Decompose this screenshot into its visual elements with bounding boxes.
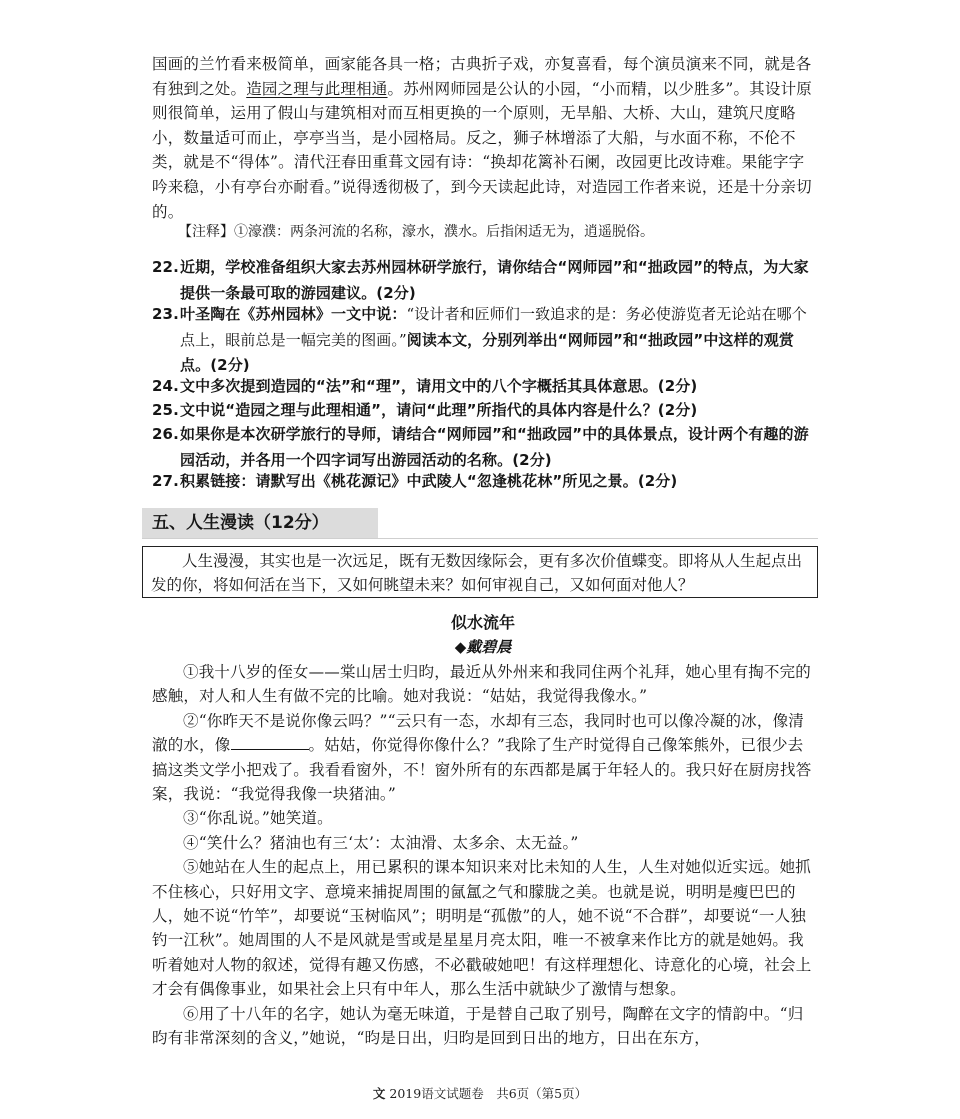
question-23 — [152, 302, 814, 379]
passage-text — [152, 52, 814, 224]
question-text: 积累链接：请默写出《桃花源记》中武陵人“忽逢桃花林”所见之景。(2分) — [180, 472, 678, 490]
question-text: 近期，学校准备组织大家去苏州园林研学旅行，请你结合“网师园”和“拙政园”的特点，为大家提供一条最可取的游园建议。(2分) — [180, 258, 809, 302]
underlined-phrase: 造园之理与此理相通 — [246, 79, 388, 98]
section-intro-box: 人生漫漫，其实也是一次远足，既有无数因缘际会，更有多次价值蝶变。即将从人生起点出发的你，将如何活在当下，又如何眺望未来？如何审视自己，又如何面对他人？ — [142, 546, 818, 598]
question-27 — [152, 469, 814, 495]
question-number: 26. — [152, 425, 179, 443]
question-number: 27. — [152, 472, 179, 490]
question-number: 24. — [152, 377, 179, 395]
question-text: 文中说“造园之理与此理相通”，请问“此理”所指代的具体内容是什么？(2分) — [180, 401, 698, 419]
passage-line-2-end: 。苏州网师园是公认的小园，“小而精，以少胜 — [387, 79, 710, 98]
question-quote: “设计者和匠师们一致追求的是：务必使游览者无论站在哪个点上，眼前总是一幅完美的图画。” — [180, 305, 807, 349]
question-number: 23. — [152, 305, 179, 323]
question-number: 25. — [152, 401, 179, 419]
paragraph-6: ⑥用了十八年的名字，她认为毫无味道，于是替自己取了别号，陶醉在文字的情韵中。“归昀有非常深刻的含义，”她说，“昀是日出，归昀是回到日出的地方，日出在东方， — [152, 1004, 804, 1048]
article-author: ◆戴碧晨 — [454, 638, 512, 656]
footer-logo-icon: 文 — [372, 1086, 386, 1101]
article-title: 似水流年 — [450, 613, 515, 632]
question-number: 22. — [152, 258, 179, 276]
passage-rest: 多”。其设计原则很简单，运用了假山与建筑相对而互相更换的一个原则，无旱船、大桥、大山，建筑尺度略小，数量适可而止，亭亭当当，是小园格局。反之，狮子林增添了大船，与水面不称，不伦不类，就是不“得体”。清代汪春田重葺文园有诗：“换却花篱补石阑，改园更比改诗难。果能字字吟来稳，小有亭台亦耐看。”说得透彻极了，到今天读起此诗，对造园工作者来说，还是十分亲切的。 — [152, 79, 812, 221]
page-footer — [0, 1084, 960, 1102]
annotation-note: 【注释】①濠濮：两条河流的名称，濠水，濮水。后指闲适无为，逍遥脱俗。 — [178, 224, 654, 240]
question-lead: 叶圣陶在《苏州园林》一文中说： — [180, 305, 407, 323]
question-26 — [152, 422, 814, 473]
fill-in-blank[interactable] — [231, 735, 309, 750]
paragraph-4: ④“笑什么？猪油也有三‘太’：太油滑、太多余、太无益。” — [183, 833, 579, 852]
paragraph-2 — [152, 709, 814, 807]
question-text: 如果你是本次研学旅行的导师，请结合“网师园”和“拙政园”中的具体景点，设计两个有趣的游园活动，并各用一个四字词写出游园活动的名称。(2分) — [180, 425, 809, 469]
paragraph-3: ③“你乱说。”她笑道。 — [183, 809, 333, 828]
passage-line-2-start: 就是各有独到之处。 — [152, 55, 812, 98]
paragraph-2-end: 。姑姑，你觉得你像什么？”我除了生产时觉得自己像笨熊外，已很少去搞这类文学小把戏了。我看看窗外，不！窗外所有的东西都是属于年轻人的。我只好在厨房找答案，我说：“我觉得我像一块猪油。” — [152, 736, 812, 804]
question-text — [152, 302, 814, 379]
paragraph-1: ①我十八岁的侄女——棠山居士归昀，最近从外州来和我同住两个礼拜，她心里有掏不完的感触，对人和人生有做不完的比喻。她对我说：“姑姑，我觉得我像水。” — [152, 663, 812, 706]
paragraph-2-start: ②“你昨天不是说你像云吗？”“云只有一态，水却有三态，我同时也可以像冷凝的冰，像清澈的水，像 — [152, 711, 804, 755]
section-heading: 五、人生漫读（12分） — [142, 508, 378, 538]
footer-text: 2019语文试题卷 共6页（第5页） — [389, 1086, 588, 1101]
passage-line-1: 国画的兰竹看来极简单，画家能各具一格；古典折子戏，亦复喜看，每个演员演来不同， — [152, 55, 765, 73]
question-24 — [152, 374, 814, 400]
question-22 — [152, 255, 814, 306]
paragraph-5: ⑤她站在人生的起点上，用已累积的课本知识来对比未知的人生，人生对她似近实远。她抓不住核心，只好用文字、意境来捕捉周围的氤氲之气和朦胧之美。也就是说，明明是瘦巴巴的人，她不说“竹竿”，却要说“玉树临风”；明明是“孤傲”的人，她不说“不合群”，却要说“一人独钓一江秋”。她周围的人不是风就是雪或是星星月亮太阳，唯一不被拿来作比方的就是她妈。我听着她对人物的叙述，觉得有趣又伤感，不必戳破她吧！有这样理想化、诗意化的心境，社会上才会有偶像事业，如果社会上只有中年人，那么生活中就缺少了激情与想象。 — [152, 858, 812, 999]
article-body — [152, 660, 814, 1051]
question-25 — [152, 398, 814, 424]
question-text: 文中多次提到造园的“法”和“理”，请用文中的八个字概括其具体意思。(2分) — [180, 377, 698, 395]
section-divider — [142, 538, 818, 539]
question-tail: 阅读本文，分别列举出“网师园”和“拙政园”中这样的观赏点。(2分) — [180, 330, 794, 374]
